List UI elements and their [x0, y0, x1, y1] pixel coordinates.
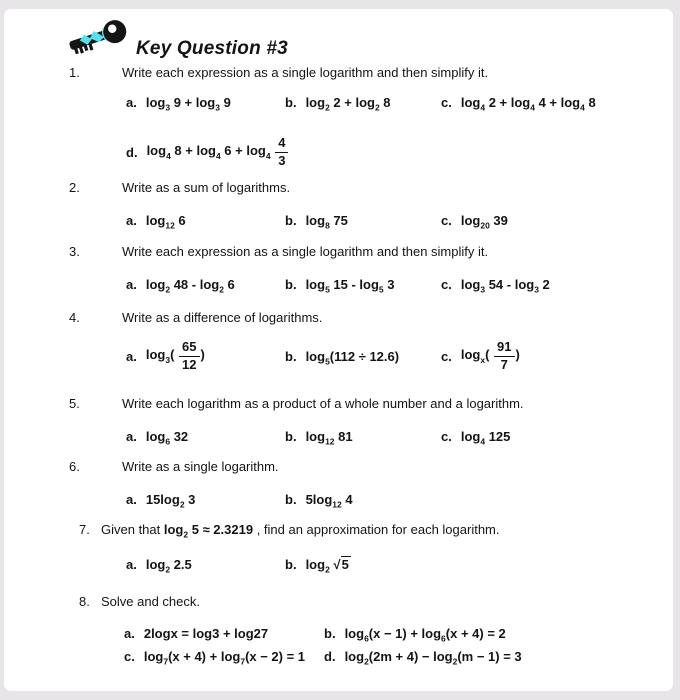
- question-heading: [4, 394, 673, 414]
- log-base-subscript: 2: [452, 656, 458, 667]
- question-number: 6.: [69, 459, 80, 474]
- log-base-subscript: 12: [332, 499, 342, 510]
- math-expression: $\log_4 2 + \log_4 4 + \log_4 8$: [460, 94, 596, 113]
- option-item-a: [126, 210, 186, 230]
- option-label: b.: [324, 625, 336, 641]
- log-base-subscript: 2: [179, 499, 185, 510]
- math-expression: $\log_4 125$: [460, 428, 511, 447]
- log-base-subscript: 4: [480, 436, 486, 447]
- question-heading: [4, 308, 673, 328]
- log-base-subscript: 20: [480, 220, 490, 231]
- question-block-2: [4, 178, 673, 230]
- option-item-a: [126, 552, 192, 576]
- option-label: c.: [441, 348, 452, 364]
- log-base-subscript: 2: [364, 656, 369, 667]
- log-base-subscript: 4: [480, 102, 486, 113]
- question-heading: [4, 242, 673, 262]
- question-block-1: [4, 63, 673, 174]
- option-item-c: [124, 646, 305, 666]
- option-item-d: [126, 130, 289, 174]
- math-expression: $\log_2(2m + 4) - \log_2(m - 1) = 3$: [344, 648, 522, 667]
- fraction: $\frac{4}{3}$: [275, 136, 288, 168]
- option-item-a: [126, 274, 235, 294]
- question-block-7: [4, 520, 673, 576]
- question-block-4: [4, 308, 673, 378]
- option-label: c.: [441, 428, 452, 444]
- log-base-subscript: 5: [378, 284, 384, 295]
- question-number: 5.: [69, 396, 80, 411]
- question-block-8: [4, 592, 673, 666]
- square-root: √5: [333, 556, 349, 572]
- log-base-subscript: 5: [325, 284, 330, 295]
- question-heading: [4, 457, 673, 477]
- question-number: 1.: [69, 65, 80, 80]
- math-expression: $\log_x$( $\frac{91}{7}$ ): [460, 339, 520, 372]
- option-item-b: [285, 552, 351, 576]
- option-item-a: [126, 426, 188, 446]
- option-label: c.: [124, 648, 135, 664]
- options-row: [4, 489, 673, 509]
- fraction: $\frac{65}{12}$: [179, 340, 199, 372]
- option-label: a.: [126, 428, 137, 444]
- question-block-5: [4, 394, 673, 446]
- prompt-text: Given that: [101, 522, 164, 537]
- question-prompt: Write as a difference of logarithms.: [122, 310, 323, 325]
- option-label: b.: [285, 428, 297, 444]
- log-base-subscript: 2: [374, 102, 380, 113]
- options-row: [4, 426, 673, 446]
- log-base-subscript: 4: [215, 151, 221, 162]
- option-label: a.: [126, 94, 137, 110]
- log-base-subscript: 7: [163, 656, 169, 667]
- math-expression: $\log_2 √5$: [305, 556, 349, 575]
- options-row: [4, 210, 673, 230]
- math-expression: $\log_4 8 + \log_4 6 + \log_4$ $\frac{4}{3}$: [147, 136, 290, 168]
- option-label: c.: [441, 212, 452, 228]
- log-base-subscript: 2: [183, 529, 189, 540]
- question-number: 2.: [69, 180, 80, 195]
- log-base-subscript: 3: [165, 355, 171, 366]
- option-label: a.: [126, 212, 137, 228]
- option-item-d: [324, 646, 522, 666]
- log-base-subscript: 3: [215, 102, 220, 113]
- log-base-subscript: 6: [364, 633, 369, 644]
- prompt-text: , find an approximation for each logarithm.: [253, 522, 500, 537]
- math-expression: $\log_3 9 + \log_3 9$: [145, 94, 231, 113]
- question-prompt: Write each expression as a single logarithm and then simplify it.: [122, 65, 489, 80]
- option-label: d.: [126, 144, 138, 160]
- question-block-3: [4, 242, 673, 294]
- question-prompt: [101, 520, 500, 540]
- option-item-c: [441, 210, 508, 230]
- option-item-c: [441, 426, 510, 446]
- question-block-6: [4, 457, 673, 509]
- option-item-a: [126, 489, 195, 509]
- option-label: a.: [126, 491, 137, 507]
- log-base-subscript: 7: [240, 656, 246, 667]
- option-item-c: [441, 274, 550, 294]
- math-expression: 2logx = log3 + log27: [143, 625, 269, 641]
- option-label: b.: [285, 94, 297, 110]
- log-base-subscript: x: [480, 355, 486, 366]
- log-base-subscript: 4: [265, 151, 271, 162]
- math-expression: $\log_3$( $\frac{65}{12}$ ): [145, 339, 205, 372]
- options-row: [4, 646, 673, 666]
- math-expression: $\log_2 2 + \log_2 8$: [305, 94, 391, 113]
- question-heading: [4, 520, 673, 540]
- option-item-a: [124, 623, 268, 643]
- options-row: [4, 623, 673, 643]
- log-base-subscript: 3: [165, 102, 171, 113]
- log-base-subscript: 12: [165, 220, 175, 231]
- question-heading: [4, 592, 673, 612]
- question-prompt: Solve and check.: [101, 594, 201, 609]
- log-base-subscript: 12: [325, 436, 335, 447]
- options-row: [4, 92, 673, 112]
- log-base-subscript: 8: [325, 220, 330, 231]
- page-title: Key Question #3: [136, 38, 288, 59]
- math-expression: $\log_2 5 \approx 2.3219$: [163, 522, 254, 540]
- math-expression: $5\log_{12}$ 4: [305, 491, 353, 510]
- key-icon: [66, 14, 134, 61]
- question-prompt: Write each expression as a single logarithm and then simplify it.: [122, 244, 489, 259]
- option-item-b: [285, 489, 353, 509]
- log-base-subscript: 6: [441, 633, 446, 644]
- option-item-a: [126, 92, 231, 112]
- option-label: a.: [126, 276, 137, 292]
- log-base-subscript: 2: [165, 284, 171, 295]
- math-expression: $\log_{20} 39$: [460, 212, 508, 231]
- math-expression: $\log_8 75$: [305, 212, 348, 231]
- options-row: [4, 274, 673, 294]
- log-base-subscript: 2: [325, 102, 330, 113]
- options-row: [4, 334, 673, 378]
- option-item-b: [285, 92, 391, 112]
- question-number: 4.: [69, 310, 80, 325]
- log-base-subscript: 5: [325, 356, 330, 367]
- math-expression: $\log_6(x - 1) + \log_6(x + 4) = 2$: [344, 625, 506, 644]
- option-item-a: [126, 334, 205, 378]
- option-item-c: [441, 334, 520, 378]
- option-item-b: [285, 210, 348, 230]
- question-heading: [4, 63, 673, 83]
- option-item-b: [285, 274, 395, 294]
- worksheet-page: [4, 9, 673, 691]
- options-row: [4, 552, 673, 576]
- fraction: $\frac{91}{7}$: [494, 340, 514, 372]
- question-prompt: Write as a sum of logarithms.: [122, 180, 291, 195]
- option-item-c: [441, 92, 596, 112]
- question-prompt: Write each logarithm as a product of a whole number and a logarithm.: [122, 396, 524, 411]
- math-expression: $\log_2 2.5$: [145, 556, 192, 575]
- log-base-subscript: 3: [480, 284, 486, 295]
- option-label: b.: [285, 491, 297, 507]
- math-expression: $\log_5(112 \div 12.6)$: [305, 348, 400, 367]
- math-expression: $\log_7(x + 4) + \log_7(x - 2) = 1$: [143, 648, 306, 667]
- log-base-subscript: 4: [580, 102, 585, 113]
- log-base-subscript: 4: [530, 102, 535, 113]
- log-base-subscript: 2: [219, 284, 224, 295]
- math-expression: $\log_6 32$: [145, 428, 189, 447]
- question-number: 3.: [69, 244, 80, 259]
- log-base-subscript: 2: [325, 564, 330, 575]
- option-item-b: [324, 623, 506, 643]
- log-base-subscript: 2: [165, 564, 171, 575]
- math-expression: $\log_3 54 - \log_3 2$: [460, 276, 550, 295]
- option-label: a.: [124, 625, 135, 641]
- option-label: d.: [324, 648, 336, 664]
- question-number: 7.: [79, 522, 90, 537]
- log-base-subscript: 6: [165, 436, 171, 447]
- math-expression: $\log_2 48 - \log_2 6$: [145, 276, 235, 295]
- option-label: b.: [285, 348, 297, 364]
- questions-list: [4, 63, 673, 666]
- option-label: c.: [441, 276, 452, 292]
- question-heading: [4, 178, 673, 198]
- option-item-b: [285, 426, 353, 446]
- math-expression: $15\log_2$ 3: [145, 491, 196, 510]
- log-base-subscript: 3: [534, 284, 539, 295]
- math-expression: $\log_{12} 6$: [145, 212, 186, 231]
- option-label: a.: [126, 348, 137, 364]
- log-base-subscript: 4: [166, 151, 171, 162]
- question-number: 8.: [79, 594, 90, 609]
- math-expression: $\log_5 15 - \log_5 3$: [305, 276, 395, 295]
- math-expression: $\log_{12} 81$: [305, 428, 353, 447]
- option-label: b.: [285, 276, 297, 292]
- option-label: c.: [441, 94, 452, 110]
- header: [4, 9, 673, 61]
- options-row: [4, 130, 673, 174]
- option-item-b: [285, 334, 399, 378]
- question-prompt: Write as a single logarithm.: [122, 459, 279, 474]
- option-label: b.: [285, 212, 297, 228]
- option-label: a.: [126, 556, 137, 572]
- option-label: b.: [285, 556, 297, 572]
